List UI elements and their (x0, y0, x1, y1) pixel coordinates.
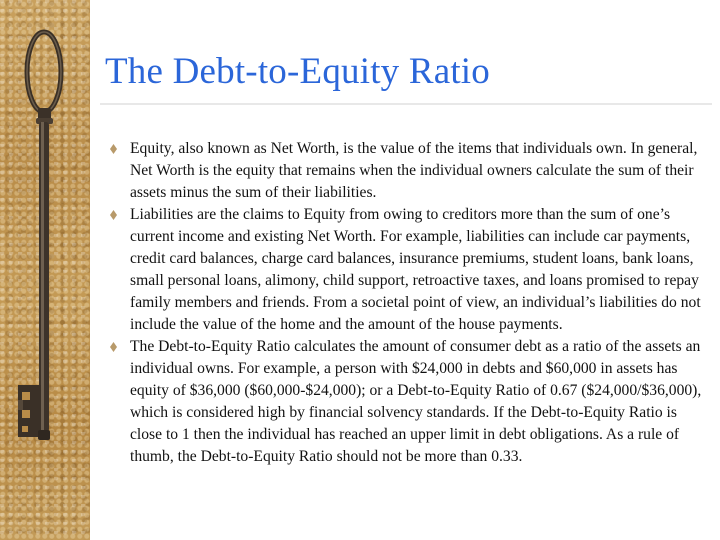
bullet-list (110, 138, 710, 468)
decorative-side-image (0, 0, 90, 540)
slide-title: The Debt-to-Equity Ratio (105, 51, 490, 92)
diamond-bullet-icon (110, 342, 117, 352)
list-item (110, 204, 710, 336)
list-item (110, 138, 710, 204)
diamond-bullet-icon (110, 144, 117, 154)
bullet-text: The Debt-to-Equity Ratio calculates the amount of consumer debt as a ratio of the assets an individual owns. For example, a person with $24,000 in debts and $60,000 in assets has equity of $36,000 ($60,000-$24,000); or a Debt-to-Equity Ratio of 0.67 ($24,000/$36,000), which is considered high by financial solvency standards. If the Debt-to-Equity Ratio is close to 1 then the individual has reached an upper limit in debt obligations. As a rule of thumb, the Debt-to-Equity Ratio should not be more than 0.33. (130, 338, 702, 465)
bullet-text: Liabilities are the claims to Equity from owing to creditors more than the sum of one’s current income and existing Net Worth. For example, liabilities can include car payments, credit card balances, charge card balances, insurance premiums, student loans, bank loans, small personal loans, alimony, child support, retroactive taxes, and loans promised to repay family members and friends. From a societal point of view, an individual’s liabilities do not include the value of the home and the amount of the house payments. (130, 206, 701, 333)
list-item (110, 336, 710, 468)
antique-key-icon (0, 0, 90, 540)
title-divider (100, 103, 712, 105)
diamond-bullet-icon (110, 210, 117, 220)
bullet-text: Equity, also known as Net Worth, is the value of the items that individuals own. In general, Net Worth is the equity that remains when the individual owners calculate the sum of their assets minus the sum of their liabilities. (130, 140, 698, 201)
